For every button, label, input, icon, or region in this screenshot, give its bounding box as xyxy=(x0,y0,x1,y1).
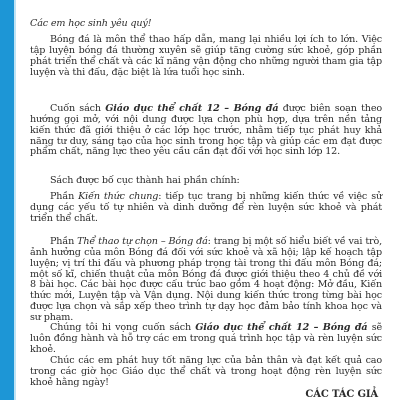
text-run: Phần xyxy=(50,236,78,247)
paragraph-intro: Bóng đá là môn thể thao hấp dẫn, mang lại nhiều lợi ích to lớn. Việc tập luyện bóng đá thường xuyên sẽ giúp tăng cường sức khoẻ, góp phần phát triển thể chất và các kĩ năng vận động cho những người tham gia tập luyện và thi đấu, đặc biệt là lứa tuổi học sinh. xyxy=(30,34,382,78)
text-run: Chúng tôi hi vọng cuốn sách xyxy=(50,322,196,333)
text-run: sẽ luôn đồng hành và hỗ trợ các em trong quá trình học tập và rèn luyện sức khoẻ. xyxy=(30,322,383,355)
paragraph-part-football xyxy=(30,237,382,324)
greeting: Các em học sinh yêu quý! xyxy=(30,18,152,29)
text-run: được biên soạn theo hướng gọi mở, với nội dung được lựa chọn phù hợp, dựa trên nền tảng kiến thức đã giới thiệu ở các lớp học trước, nhằm tiếp tục phát huy khả năng tư duy, sáng tạo của học sinh trong học tập và giúp các em đạt được phẩm chất, năng lực theo yêu cầu cần đạt đối với học sinh lớp 12. xyxy=(30,103,382,158)
text-run: Phần xyxy=(50,191,79,202)
text-run: : trang bị một số hiểu biết về vai trò, ảnh hưởng của môn Bóng đá đối với sức khoẻ và xã hội; lập kế hoạch tập luyện; vị trí thi đấu và phương pháp trọng tài trong thi đấu môn Bóng đá; một số kĩ, chiến thuật của môn Bóng đá được giới thiệu theo 4 chủ đề với 8 bài học. Các bài học được cấu trúc bao gồm 4 hoạt động: Mở đầu, Kiến thức mới, Luyện tập và Vận dụng. Nội dung kiến thức trong từng bài học được lựa chọn và sắp xếp theo trình tự dạy học đảm bảo tính khoa học và sư phạm. xyxy=(30,236,382,323)
part-title-football: Thể thao tự chọn – Bóng đá xyxy=(77,236,208,247)
book-title: Giáo dục thể chất 12 – Bóng đá xyxy=(105,103,279,114)
part-title-general: Kiến thức chung xyxy=(78,191,159,202)
paragraph-structure: Sách được bố cục thành hai phần chính: xyxy=(50,175,240,186)
authors-signature: CÁC TÁC GIẢ xyxy=(305,389,378,400)
paragraph-hope xyxy=(30,323,382,356)
paragraph-part-general xyxy=(30,192,382,225)
text-run: Cuốn sách xyxy=(50,103,106,114)
book-title: Giáo dục thể chất 12 – Bóng đá xyxy=(195,322,368,333)
blue-side-bar xyxy=(0,0,14,400)
preface-text xyxy=(22,0,388,400)
paragraph-wishes: Chúc các em phát huy tốt năng lực của bản thân và đạt kết quả cao trong các giờ học Giáo dục thể chất và trong hoạt động rèn luyện sức khoẻ hằng ngày! xyxy=(30,355,382,388)
paragraph-book-description xyxy=(30,104,382,158)
text-run: : tiếp tục trang bị những kiến thức về việc sử dụng các yếu tố tự nhiên và dinh dưỡng để rèn luyện sức khoẻ và phát triển thể chất. xyxy=(30,191,382,224)
